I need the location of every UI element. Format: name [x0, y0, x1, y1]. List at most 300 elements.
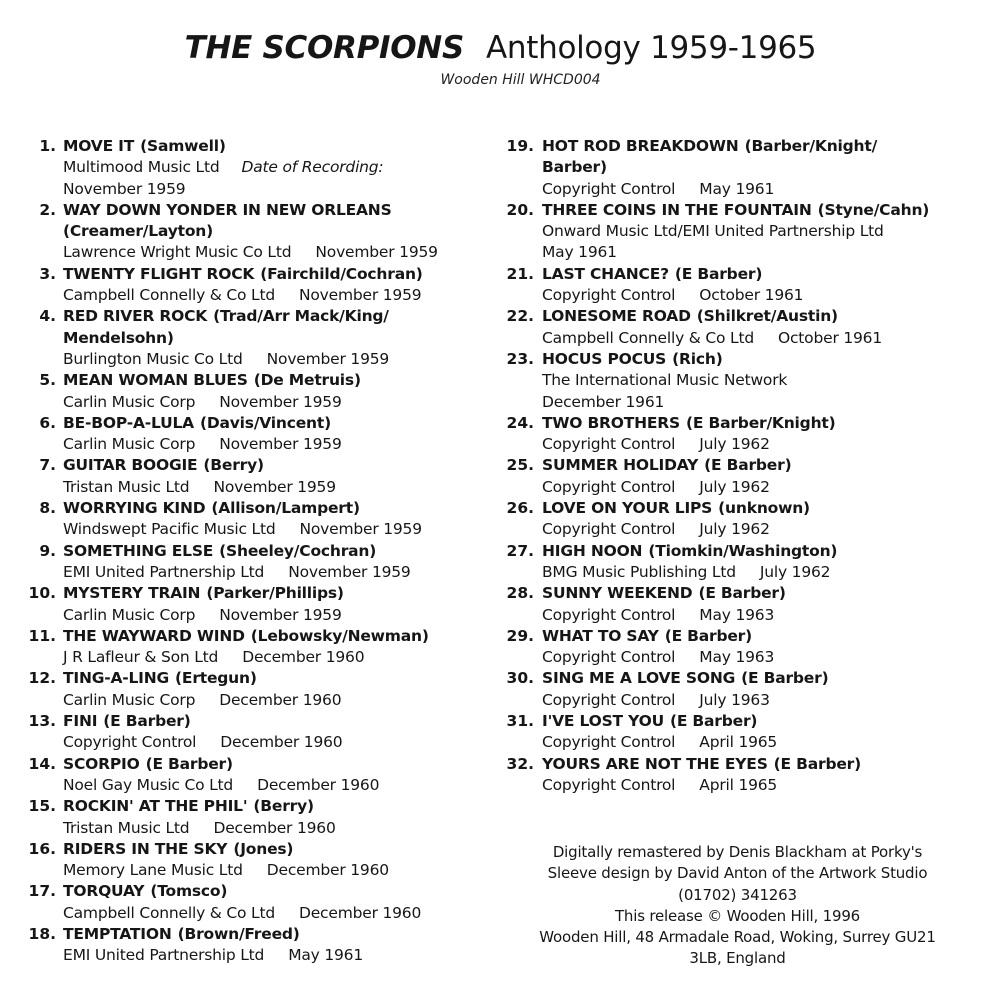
track-item: [0, 881, 490, 924]
track-title-line: [542, 498, 980, 519]
date-line: [63, 179, 490, 200]
track-number: 2.: [39, 200, 56, 219]
track-details: [63, 413, 490, 456]
track-details: [63, 626, 490, 669]
credit-copyright: This release © Wooden Hill, 1996: [614, 906, 861, 925]
publisher: BMG Music Publishing Ltd: [542, 562, 736, 581]
track-number: 16.: [28, 839, 56, 858]
track-details: [542, 200, 980, 264]
track-title-line: [63, 200, 490, 221]
song-title: TWO BROTHERS: [542, 413, 681, 432]
track-item: [480, 264, 980, 307]
recording-date: July 1962: [759, 562, 831, 581]
track-title-line: [542, 754, 980, 775]
composer: (E Barber): [704, 456, 792, 475]
song-title: HOCUS POCUS: [542, 349, 667, 368]
song-title: HOT ROD BREAKDOWN: [542, 137, 739, 155]
publisher-line: [542, 221, 980, 242]
song-title: RIDERS IN THE SKY: [63, 839, 228, 858]
publisher-line: [542, 477, 980, 498]
track-title-line: [542, 136, 980, 157]
song-title: WORRYING KIND: [63, 499, 206, 518]
track-number: 17.: [28, 882, 56, 901]
track-details: [63, 711, 490, 754]
track-number: 23.: [506, 349, 534, 368]
recording-date: November 1959: [299, 520, 422, 539]
song-title: LOVE ON YOUR LIPS: [542, 499, 713, 518]
recording-date: December 1960: [257, 775, 380, 794]
publisher: Copyright Control: [542, 733, 676, 752]
composer: (Creamer/Layton): [63, 222, 213, 241]
track-item: [0, 370, 490, 413]
publisher-line: [63, 157, 490, 178]
composer-line: [63, 221, 490, 242]
credit-phone: (01702) 341263: [678, 885, 797, 904]
composer: (E Barber): [669, 712, 758, 731]
composer: (E Barber): [145, 754, 233, 773]
song-title: SUMMER HOLIDAY: [542, 456, 699, 475]
publisher-line: [63, 903, 490, 924]
song-title: TORQUAY: [63, 882, 145, 901]
song-title: MEAN WOMAN BLUES: [63, 371, 248, 390]
date-line: [542, 242, 980, 263]
track-details: [542, 413, 980, 456]
track-number: 22.: [506, 307, 534, 326]
track-details: [542, 711, 980, 754]
track-item: [0, 413, 490, 456]
track-number: 11.: [28, 626, 56, 645]
composer: (Tiomkin/Washington): [648, 541, 838, 560]
recording-date: November 1959: [288, 562, 411, 581]
composer: (Berry): [253, 797, 314, 816]
publisher-line: [63, 818, 490, 839]
publisher: Campbell Connelly & Co Ltd: [63, 286, 275, 305]
composer: (E Barber): [103, 712, 191, 731]
track-details: [63, 924, 490, 967]
track-details: [542, 583, 980, 626]
recording-date: December 1960: [220, 733, 343, 752]
track-title-line: [542, 455, 980, 476]
recording-date: December 1960: [213, 818, 336, 837]
track-number: 9.: [39, 541, 56, 560]
recording-date: November 1959: [315, 243, 438, 262]
song-title: LONESOME ROAD: [542, 307, 691, 326]
recording-date: December 1961: [542, 392, 665, 411]
publisher: Copyright Control: [542, 179, 676, 198]
track-item: [0, 924, 490, 967]
composer-line: [63, 328, 490, 349]
album-title: Anthology 1959-1965: [485, 30, 817, 66]
track-details: [542, 306, 980, 349]
track-number: 10.: [28, 584, 56, 603]
date-line: [542, 392, 980, 413]
track-item: [0, 626, 490, 669]
track-item: [480, 455, 980, 498]
composer: (Tomsco): [150, 882, 228, 901]
track-number: 29.: [506, 626, 534, 645]
song-title: TING-A-LING: [63, 669, 170, 688]
track-details: [63, 881, 490, 924]
track-item: [480, 200, 980, 264]
track-item: [0, 200, 490, 264]
publisher-line: [63, 690, 490, 711]
track-title-line: [63, 306, 490, 327]
track-item: [480, 711, 980, 754]
publisher: EMI United Partnership Ltd: [63, 562, 265, 581]
publisher-line: [63, 562, 490, 583]
publisher: Onward Music Ltd/EMI United Partnership Ltd: [542, 222, 884, 241]
track-item: [0, 498, 490, 541]
track-title-line: [63, 839, 490, 860]
publisher: Copyright Control: [63, 733, 197, 752]
composer: (E Barber): [741, 669, 829, 688]
track-number: 6.: [39, 413, 56, 432]
song-title: MYSTERY TRAIN: [63, 584, 201, 603]
track-number: 32.: [506, 754, 534, 773]
publisher-line: [63, 242, 490, 263]
track-title-line: [63, 711, 490, 732]
track-number: 24.: [506, 413, 534, 432]
track-number: 4.: [39, 307, 56, 326]
recording-date: October 1961: [777, 328, 882, 347]
composer: (E Barber/Knight): [686, 413, 836, 432]
recording-date: December 1960: [219, 690, 342, 709]
composer: (Ertegun): [175, 669, 257, 688]
catalog-number: Wooden Hill WHCD004: [440, 72, 601, 88]
publisher: Copyright Control: [542, 648, 676, 667]
track-title-line: [63, 264, 490, 285]
track-number: 25.: [506, 456, 534, 475]
publisher-line: [542, 328, 980, 349]
track-number: 13.: [28, 712, 56, 731]
recording-date: April 1965: [699, 775, 778, 794]
credits: [500, 842, 975, 970]
recording-date: November 1959: [298, 286, 422, 305]
song-title: FINI: [63, 712, 98, 731]
composer: (unknown): [718, 499, 810, 518]
publisher-line: [63, 477, 490, 498]
track-item: [480, 136, 980, 200]
track-title-line: [63, 541, 490, 562]
track-details: [542, 264, 980, 307]
track-item: [480, 626, 980, 669]
credit-remaster: Digitally remastered by Denis Blackham at Porky's: [552, 843, 923, 861]
publisher: Campbell Connelly & Co Ltd: [542, 328, 754, 347]
track-details: [63, 136, 490, 200]
publisher-line: [63, 519, 490, 540]
song-title: TEMPTATION: [63, 924, 172, 943]
track-item: [0, 839, 490, 882]
credit-sleeve: Sleeve design by David Anton of the Artwork Studio: [547, 864, 928, 883]
recording-date-label: Date of Recording:: [241, 158, 384, 177]
publisher-line: [542, 690, 980, 711]
track-title-line: [63, 924, 490, 945]
publisher: EMI United Partnership Ltd: [63, 946, 265, 965]
track-item: [480, 754, 980, 797]
track-item: [0, 136, 490, 200]
publisher: Memory Lane Music Ltd: [63, 861, 243, 880]
composer: (E Barber): [674, 264, 763, 283]
track-item: [0, 583, 490, 626]
recording-date: April 1965: [699, 733, 778, 752]
song-title: TWENTY FLIGHT ROCK: [63, 264, 255, 283]
track-details: [542, 136, 980, 200]
publisher: Copyright Control: [542, 435, 676, 454]
publisher-line: [542, 647, 980, 668]
song-title: ROCKIN' AT THE PHIL': [63, 797, 248, 816]
track-details: [542, 455, 980, 498]
track-number: 31.: [506, 712, 534, 731]
recording-date: December 1960: [298, 903, 422, 922]
track-details: [63, 264, 490, 307]
track-title-line: [63, 498, 490, 519]
track-number: 7.: [39, 456, 56, 475]
song-title: WHAT TO SAY: [542, 626, 659, 645]
publisher: Noel Gay Music Co Ltd: [63, 775, 234, 794]
track-details: [63, 455, 490, 498]
song-title: WAY DOWN YONDER IN NEW ORLEANS: [63, 200, 392, 219]
track-title-line: [542, 200, 980, 221]
song-title: SUNNY WEEKEND: [542, 584, 693, 603]
publisher: Burlington Music Co Ltd: [63, 349, 243, 368]
header: [0, 28, 1001, 88]
track-details: [63, 498, 490, 541]
publisher: Carlin Music Corp: [63, 690, 196, 709]
song-title: MOVE IT: [63, 137, 135, 155]
track-title-line: [63, 370, 490, 391]
track-title-line: [63, 881, 490, 902]
composer: (Barber/Knight/: [744, 137, 878, 155]
publisher-line: [542, 519, 980, 540]
track-number: 21.: [506, 264, 534, 283]
track-title-line: [63, 455, 490, 476]
recording-date: July 1962: [699, 520, 770, 539]
composer: (Sheeley/Cochran): [219, 541, 377, 560]
composer: (Jones): [233, 839, 294, 858]
track-title-line: [542, 583, 980, 604]
composer: (Lebowsky/Newman): [250, 626, 429, 645]
publisher-line: [542, 370, 980, 391]
tracklist-left: [0, 136, 490, 967]
publisher-line: [63, 860, 490, 881]
track-title-line: [63, 796, 490, 817]
track-number: 8.: [39, 499, 56, 518]
song-title: YOURS ARE NOT THE EYES: [542, 754, 768, 773]
track-number: 1.: [39, 137, 56, 155]
recording-date: May 1961: [542, 243, 617, 262]
publisher-line: [542, 285, 980, 306]
track-item: [480, 541, 980, 584]
composer: (Styne/Cahn): [817, 200, 930, 219]
publisher-line: [63, 945, 490, 966]
recording-date: May 1963: [699, 605, 775, 624]
track-number: 20.: [506, 200, 534, 219]
track-item: [0, 754, 490, 797]
composer: (E Barber): [698, 584, 786, 603]
recording-date: November 1959: [266, 349, 390, 368]
track-number: 12.: [28, 669, 56, 688]
track-details: [542, 668, 980, 711]
song-title: SCORPIO: [63, 754, 140, 773]
track-title-line: [542, 349, 980, 370]
track-title-line: [542, 668, 980, 689]
track-item: [0, 455, 490, 498]
track-title-line: [542, 711, 980, 732]
recording-date: May 1961: [288, 946, 364, 965]
song-title: GUITAR BOOGIE: [63, 456, 198, 475]
credit-address: Wooden Hill, 48 Armadale Road, Woking, Surrey GU21: [539, 928, 936, 947]
recording-date: July 1963: [699, 690, 770, 709]
publisher-line: [63, 285, 490, 306]
title-line: [0, 28, 1001, 68]
composer-continued: Mendelsohn): [63, 328, 174, 347]
track-details: [542, 626, 980, 669]
publisher: Windswept Pacific Music Ltd: [63, 520, 276, 539]
composer-continued: Barber): [542, 158, 607, 177]
publisher-line: [542, 562, 980, 583]
track-details: [63, 541, 490, 584]
publisher: Copyright Control: [542, 477, 676, 496]
publisher: Carlin Music Corp: [63, 605, 196, 624]
song-title: LAST CHANCE?: [542, 264, 669, 283]
publisher-line: [63, 605, 490, 626]
publisher: Copyright Control: [542, 286, 676, 305]
publisher-line: [63, 732, 490, 753]
publisher: Copyright Control: [542, 605, 676, 624]
track-item: [480, 583, 980, 626]
publisher-line: [63, 392, 490, 413]
track-item: [480, 349, 980, 413]
track-title-line: [63, 413, 490, 434]
track-title-line: [542, 306, 980, 327]
recording-date: December 1960: [266, 861, 389, 880]
song-title: THREE COINS IN THE FOUNTAIN: [542, 200, 812, 219]
track-title-line: [542, 541, 980, 562]
track-item: [0, 541, 490, 584]
recording-date: November 1959: [213, 477, 336, 496]
song-title: RED RIVER ROCK: [63, 307, 208, 326]
composer: (Samwell): [140, 137, 226, 155]
track-details: [63, 306, 490, 370]
tracklist-right: [480, 136, 980, 796]
track-item: [0, 306, 490, 370]
track-title-line: [63, 583, 490, 604]
track-item: [480, 413, 980, 456]
band-name: THE SCORPIONS: [184, 30, 464, 66]
publisher: Copyright Control: [542, 690, 676, 709]
track-item: [0, 711, 490, 754]
track-item: [0, 796, 490, 839]
recording-date: July 1962: [699, 435, 770, 454]
publisher-line: [542, 434, 980, 455]
composer: (Fairchild/Cochran): [260, 264, 423, 283]
track-item: [480, 306, 980, 349]
recording-date: November 1959: [219, 605, 342, 624]
track-details: [63, 839, 490, 882]
publisher-line: [542, 775, 980, 796]
track-number: 18.: [28, 924, 56, 943]
publisher: Carlin Music Corp: [63, 435, 196, 454]
credit-address-cont: 3LB, England: [689, 949, 786, 968]
track-title-line: [542, 413, 980, 434]
track-title-line: [63, 754, 490, 775]
publisher: Carlin Music Corp: [63, 392, 196, 411]
track-details: [542, 541, 980, 584]
song-title: I'VE LOST YOU: [542, 712, 664, 731]
song-title: BE-BOP-A-LULA: [63, 413, 194, 432]
track-title-line: [63, 668, 490, 689]
track-number: 27.: [506, 541, 534, 560]
track-number: 30.: [506, 669, 534, 688]
song-title: SING ME A LOVE SONG: [542, 669, 736, 688]
track-title-line: [542, 626, 980, 647]
track-item: [0, 668, 490, 711]
track-details: [542, 349, 980, 413]
recording-date: May 1963: [699, 648, 775, 667]
track-details: [542, 498, 980, 541]
composer: (Davis/Vincent): [199, 413, 331, 432]
composer: (Shilkret/Austin): [696, 307, 838, 326]
composer: (Brown/Freed): [177, 924, 300, 943]
publisher-line: [63, 434, 490, 455]
track-number: 5.: [39, 371, 56, 390]
track-item: [480, 498, 980, 541]
song-title: HIGH NOON: [542, 541, 643, 560]
track-number: 19.: [506, 137, 534, 155]
track-number: 3.: [39, 264, 56, 283]
publisher-line: [63, 775, 490, 796]
recording-date: December 1960: [242, 648, 365, 667]
track-number: 14.: [28, 754, 56, 773]
track-details: [63, 200, 490, 264]
recording-date: November 1959: [219, 435, 342, 454]
publisher: Lawrence Wright Music Co Ltd: [63, 243, 292, 262]
track-title-line: [63, 136, 490, 157]
track-details: [63, 668, 490, 711]
publisher-line: [542, 732, 980, 753]
track-details: [63, 583, 490, 626]
recording-date: November 1959: [63, 179, 186, 198]
track-details: [63, 754, 490, 797]
publisher: Tristan Music Ltd: [63, 477, 190, 496]
publisher-line: [63, 349, 490, 370]
composer-line: [542, 157, 980, 178]
song-title: SOMETHING ELSE: [63, 541, 214, 560]
track-item: [0, 264, 490, 307]
track-number: 15.: [28, 797, 56, 816]
publisher: Copyright Control: [542, 775, 676, 794]
composer: (Parker/Phillips): [206, 584, 344, 603]
composer: (Allison/Lampert): [211, 499, 360, 518]
composer: (Trad/Arr Mack/King/: [213, 307, 389, 326]
song-title: THE WAYWARD WIND: [63, 626, 245, 645]
publisher: Multimood Music Ltd: [63, 158, 220, 177]
publisher: J R Lafleur & Son Ltd: [63, 648, 219, 667]
composer: (E Barber): [664, 626, 753, 645]
track-title-line: [63, 626, 490, 647]
track-number: 28.: [506, 584, 534, 603]
composer: (Berry): [203, 456, 264, 475]
composer: (De Metruis): [253, 371, 361, 390]
track-details: [63, 370, 490, 413]
track-details: [542, 754, 980, 797]
publisher-line: [63, 647, 490, 668]
publisher-line: [542, 605, 980, 626]
publisher-line: [542, 179, 980, 200]
recording-date: October 1961: [699, 286, 804, 305]
recording-date: July 1962: [699, 477, 770, 496]
publisher: The International Music Network: [542, 371, 788, 390]
